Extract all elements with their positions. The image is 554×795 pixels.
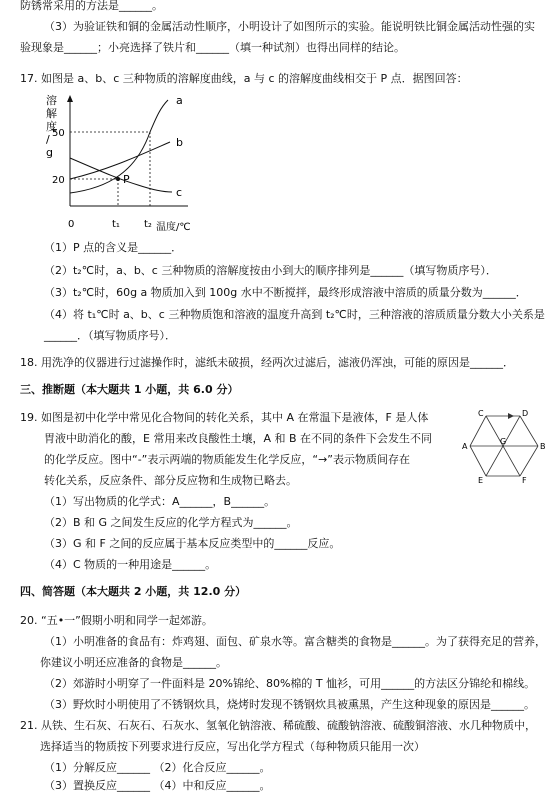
y-tick-label: 50	[52, 128, 65, 139]
point-label-p: P	[123, 173, 130, 186]
series-label-b: b	[176, 136, 183, 149]
y-axis-label-char: 度	[46, 120, 57, 133]
text-line: ______．（填写物质序号）．	[44, 329, 176, 342]
series-label-c: c	[176, 186, 183, 199]
y-axis-label-char: 溶	[46, 94, 57, 107]
y-axis-label-char: g	[46, 146, 53, 159]
node-g: G	[500, 437, 507, 446]
text-line: 验现象是______；小亮选择了铁片和______（填一种试剂）也得出同样的结论。	[20, 41, 405, 54]
text-line: （1）分解反应______ （2）化合反应______。	[44, 761, 271, 774]
curve-b	[70, 142, 170, 179]
question-21: 21. 从铁、生石灰、石灰石、石灰水、氢氧化钠溶液、稀硫酸、硫酸钠溶液、硫酸铜溶液、水几种物质中，	[20, 719, 536, 732]
node-c: C	[478, 409, 484, 418]
text-line: 防锈常采用的方法是______。	[20, 0, 163, 12]
question-17: 17. 如图是 a、b、c 三种物质的溶解度曲线，a 与 c 的溶解度曲线相交于 P 点．据图回答：	[20, 72, 468, 85]
text-line: （3）G 和 F 之间的反应属于基本反应类型中的______反应。	[44, 537, 341, 550]
text-line: （1）小明准备的食品有：炸鸡翅、面包、矿泉水等。富含糖类的食物是______。为了获得充足的营养，	[44, 635, 546, 648]
text-line: （2）B 和 G 之间发生反应的化学方程式为______。	[44, 516, 298, 529]
text-line: （3）置换反应______ （4）中和反应______。	[44, 779, 271, 792]
section-heading: 三、推断题（本大题共 1 小题，共 6.0 分）	[20, 383, 239, 396]
y-axis-arrow	[67, 95, 73, 102]
text-line: 选择适当的物质按下列要求进行反应，写出化学方程式（每种物质只能用一次）	[40, 740, 425, 753]
question-18: 18. 用洗净的仪器进行过滤操作时，滤纸未破损，经两次过滤后，滤液仍浑浊，可能的原因是______．	[20, 356, 514, 369]
y-tick-label: 20	[52, 175, 65, 186]
node-b: B	[540, 442, 546, 451]
text-line: 转化关系，反应条件、部分反应物和生成物已略去。	[44, 474, 297, 487]
node-e: E	[478, 476, 484, 484]
question-20: 20. “五•一”假期小明和同学一起郊游。	[20, 614, 213, 627]
text-line: 的化学反应。图中“-”表示两端的物质能发生化学反应，“→”表示物质间存在	[44, 453, 410, 466]
text-line: （2）t₂℃时，a、b、c 三种物质的溶解度按由小到大的顺序排列是______（填写物质序号）．	[44, 264, 497, 277]
x-tick-label: 0	[68, 219, 75, 230]
text-line: 胃液中助消化的酸，E 常用来改良酸性土壤，A 和 B 在不同的条件下会发生不同	[44, 432, 433, 445]
text-line: （3）野炊时小明使用了不锈钢炊具，烧烤时发现不锈钢炊具被熏黑，产生这种现象的原因是______。	[44, 698, 535, 711]
node-a: A	[462, 442, 468, 451]
node-f: F	[522, 476, 527, 484]
text-line: （2）郊游时小明穿了一件面料是 20%锦纶、80%棉的 T 恤衫，可用______的方法区分锦纶和棉线。	[44, 677, 536, 690]
text-line: （4）C 物质的一种用途是______。	[44, 558, 217, 571]
relation-diagram	[462, 408, 546, 484]
x-tick-label: t₂	[144, 219, 152, 230]
solubility-chart	[38, 90, 228, 240]
node-d: D	[522, 409, 529, 418]
text-line: 你建议小明还应准备的食物是______。	[40, 656, 227, 669]
y-axis-label-char: 解	[46, 107, 57, 120]
y-axis-label	[46, 93, 57, 159]
section-heading: 四、简答题（本大题共 2 小题，共 12.0 分）	[20, 585, 247, 598]
series-label-a: a	[176, 94, 183, 107]
text-line: （3）为验证铁和铜的金属活动性顺序，小明设计了如图所示的实验。能说明铁比铜金属活动性强的实	[44, 20, 535, 33]
point-p	[116, 177, 120, 181]
question-19: 19. 如图是初中化学中常见化合物间的转化关系，其中 A 在常温下是液体，F 是人体	[20, 411, 429, 424]
x-axis-label: 温度/℃	[156, 222, 191, 233]
x-tick-label: t₁	[112, 219, 120, 230]
text-line: （3）t₂℃时，60g a 物质加入到 100g 水中不断搅拌，最终形成溶液中溶质的质量分数为______．	[44, 286, 527, 299]
text-line: （1）P 点的含义是______．	[44, 241, 183, 254]
y-axis-label-char: /	[46, 133, 50, 146]
text-line: （1）写出物质的化学式：A______，B______。	[44, 495, 276, 508]
text-line: （4）将 t₁℃时 a、b、c 三种物质饱和溶液的温度升高到 t₂℃时，三种溶液的溶质质量分数大小关系是	[44, 308, 545, 321]
